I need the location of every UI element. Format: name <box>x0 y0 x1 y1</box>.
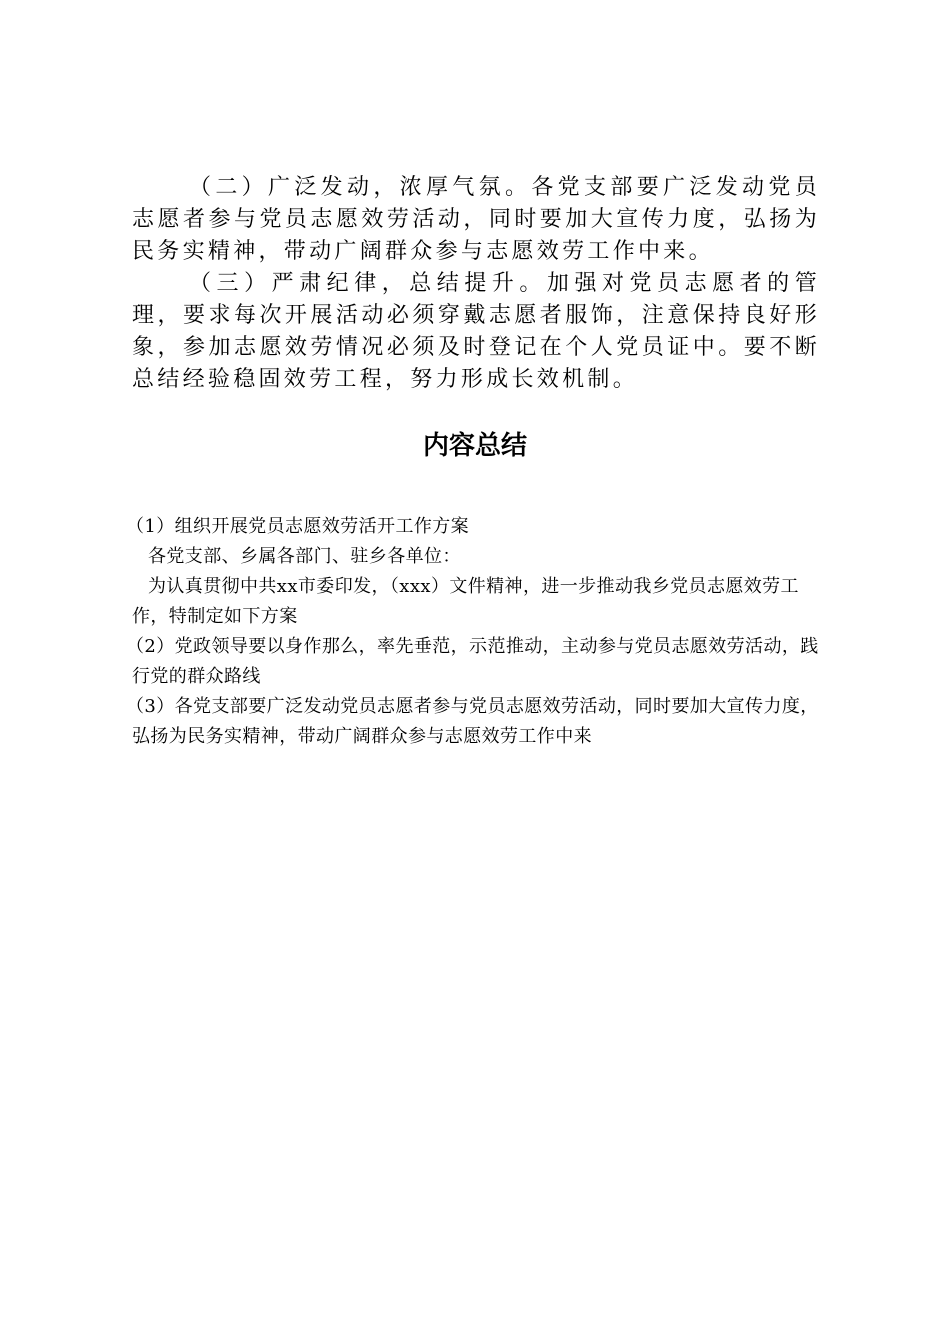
paragraph-mobilize: （二）广泛发动，浓厚气氛。各党支部要广泛发动党员志愿者参与党员志愿效劳活动，同时要加大宣传力度，弘扬为民务实精神，带动广阔群众参与志愿效劳工作中来。 <box>132 175 820 264</box>
summary-purpose: 为认真贯彻中共xx市委印发，（xxx）文件精神，进一步推动我乡党员志愿效劳工作，特制定如下方案 <box>132 576 799 627</box>
body-text <box>132 172 820 396</box>
summary-list <box>126 512 824 752</box>
summary-recipients: 各党支部、乡属各部门、驻乡各单位： <box>148 546 461 567</box>
summary-item-2: （2）党政领导要以身作那么，率先垂范，示范推动，主动参与党员志愿效劳活动，践行党的群众路线 <box>126 636 819 687</box>
summary-item-3: （3）各党支部要广泛发动党员志愿者参与党员志愿效劳活动，同时要加大宣传力度，弘扬为民务实精神，带动广阔群众参与志愿效劳工作中来 <box>126 696 819 747</box>
summary-item-1: （1）组织开展党员志愿效劳活开工作方案 <box>126 516 470 537</box>
summary-title: 内容总结 <box>422 431 527 461</box>
paragraph-discipline: （三）严肃纪律，总结提升。加强对党员志愿者的管理，要求每次开展活动必须穿戴志愿者服饰，注意保持良好形象，参加志愿效劳情况必须及时登记在个人党员证中。要不断总结经验稳固效劳工程，努力形成长效机制。 <box>132 271 820 392</box>
